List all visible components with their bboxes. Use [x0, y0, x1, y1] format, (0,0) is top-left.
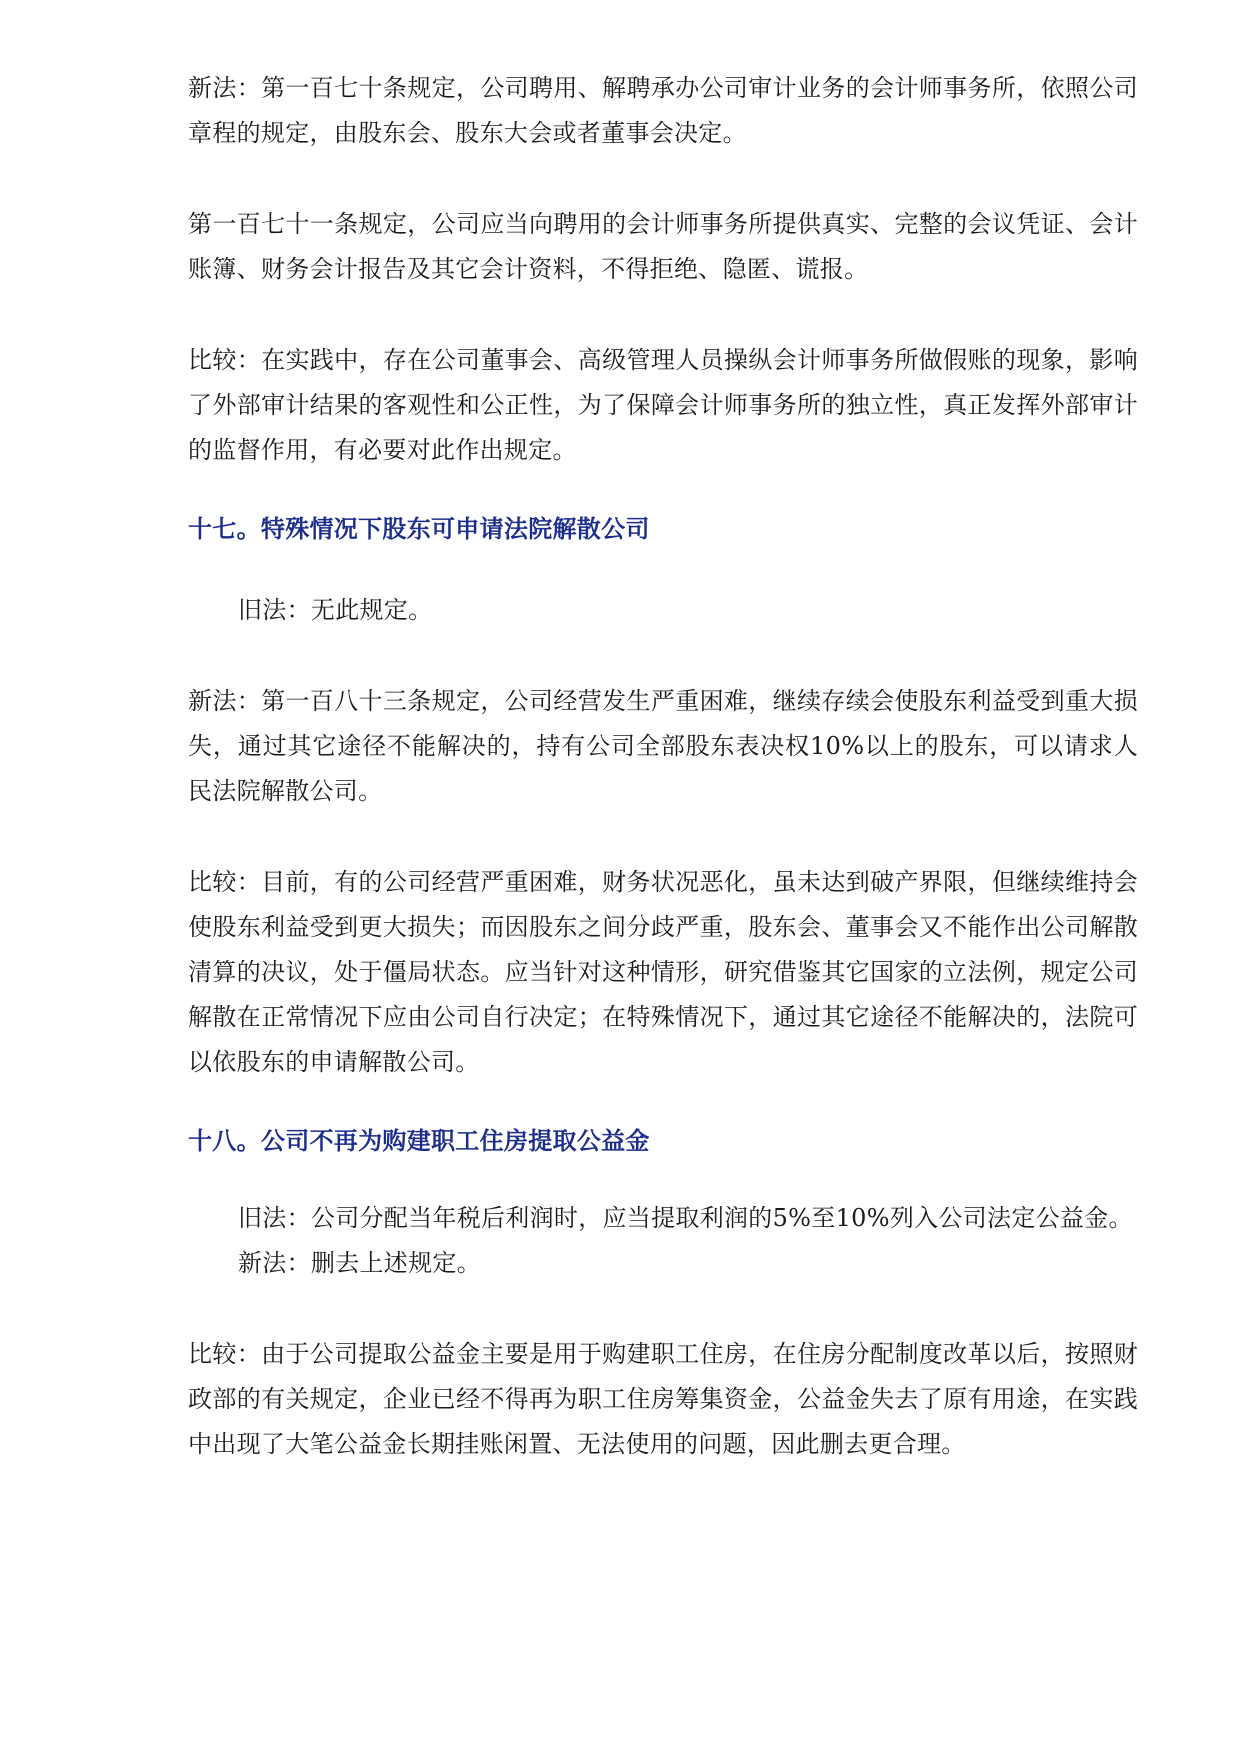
paragraph-old-law-18: 旧法：公司分配当年税后利润时，应当提取利润的5%至10%列入公司法定公益金。: [238, 1204, 1133, 1232]
paragraph-old-law-17: 旧法：无此规定。: [238, 596, 433, 624]
paragraph-new-law-183: 新法：第一百八十三条规定，公司经营发生严重困难，继续存续会使股东利益受到重大损失，通过其它途径不能解决的，持有公司全部股东表决权10%以上的股东，可以请求人民法院解散公司。: [188, 687, 1138, 805]
paragraph-new-law-170: 新法：第一百七十条规定，公司聘用、解聘承办公司审计业务的会计师事务所，依照公司章程的规定，由股东会、股东大会或者董事会决定。: [188, 74, 1138, 147]
paragraph-new-law-18: 新法：删去上述规定。: [238, 1249, 481, 1277]
paragraph-comparison-audit: 比较：在实践中，存在公司董事会、高级管理人员操纵会计师事务所做假账的现象，影响了外部审计结果的客观性和公正性，为了保障会计师事务所的独立性，真正发挥外部审计的监督作用，有必要对此作出规定。: [188, 346, 1138, 464]
paragraph-article-171: 第一百七十一条规定，公司应当向聘用的会计师事务所提供真实、完整的会议凭证、会计账簿、财务会计报告及其它会计资料，不得拒绝、隐匿、谎报。: [188, 210, 1138, 283]
section-heading-18: 十八。公司不再为购建职工住房提取公益金: [188, 1127, 650, 1155]
document-page: [188, 66, 1138, 1467]
paragraph-comparison-welfare-fund: 比较：由于公司提取公益金主要是用于购建职工住房，在住房分配制度改革以后，按照财政部的有关规定，企业已经不得再为职工住房筹集资金，公益金失去了原有用途，在实践中出现了大笔公益金长期挂账闲置、无法使用的问题，因此删去更合理。: [188, 1340, 1138, 1458]
paragraph-comparison-dissolution: 比较：目前，有的公司经营严重困难，财务状况恶化，虽未达到破产界限，但继续维持会使股东利益受到更大损失；而因股东之间分歧严重，股东会、董事会又不能作出公司解散清算的决议，处于僵局状态。应当针对这种情形，研究借鉴其它国家的立法例，规定公司解散在正常情况下应由公司自行决定；在特殊情况下，通过其它途径不能解决的，法院可以依股东的申请解散公司。: [188, 868, 1138, 1076]
section-heading-17: 十七。特殊情况下股东可申请法院解散公司: [188, 515, 650, 543]
